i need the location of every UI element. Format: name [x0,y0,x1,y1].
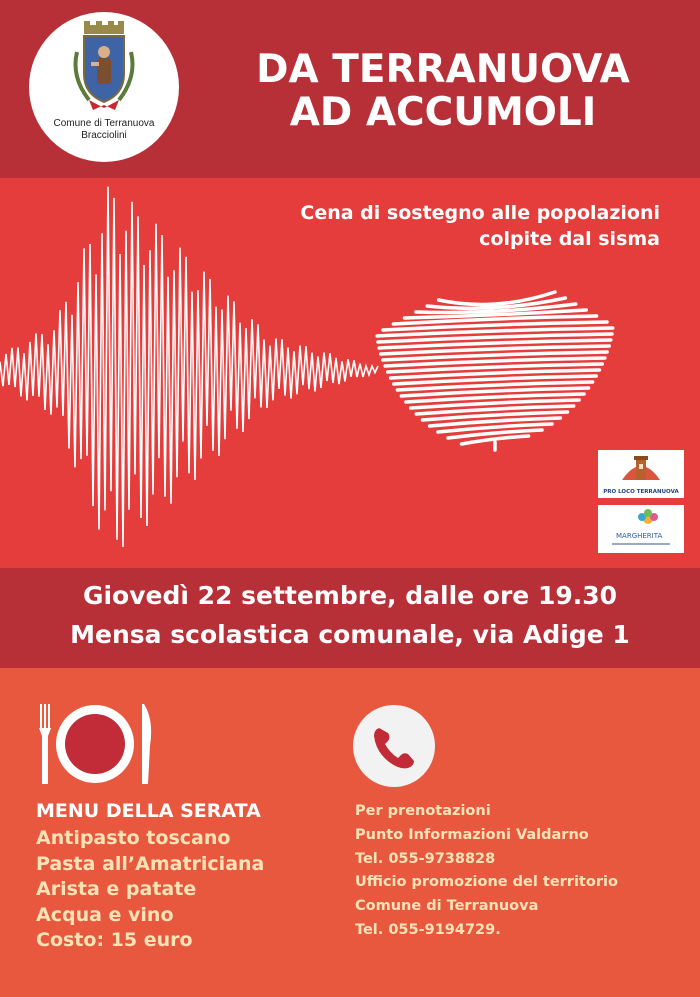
scribble-heart [377,292,613,450]
sponsor-label-margherita: MARGHERITA [616,532,663,540]
municipal-logo-text [29,118,179,142]
poster-title [196,48,690,134]
contact-line: Ufficio promozione del territorio [355,874,618,891]
poster-subtitle [200,200,660,252]
logo-text-line1: Comune di Terranuova [53,118,155,129]
menu-item: Arista e patate [36,878,197,900]
menu-item: Antipasto toscano [36,827,231,849]
sponsor-logo-margherita [598,505,684,553]
municipal-logo [29,12,179,162]
subtitle-line1: Cena di sostegno alle popolazioni [300,202,660,224]
title-line1: DA TERRANUOVA [256,47,630,92]
booking-contact [355,800,618,943]
contact-phone: Tel. 055-9738828 [355,850,496,867]
contact-line: Comune di Terranuova [355,898,539,915]
menu-list [36,826,264,954]
margherita-flower-icon [598,505,684,553]
subtitle-line2: colpite dal sisma [479,228,660,250]
contact-line: Punto Informazioni Valdarno [355,826,589,843]
sponsor-logo-proloco [598,450,684,498]
phone-icon [352,704,436,788]
sponsor-label-proloco: PRO LOCO TERRANUOVA [603,489,679,495]
event-venue: Mensa scolastica comunale, via Adige 1 [70,620,630,649]
menu-title: MENU DELLA SERATA [36,800,261,822]
contact-line: Per prenotazioni [355,803,491,819]
plate-cutlery-icon [36,700,161,790]
logo-text-line2: Bracciolini [81,130,127,141]
menu-price: Costo: 15 euro [36,929,193,951]
title-line2: AD ACCUMOLI [289,90,597,135]
menu-item: Acqua e vino [36,903,174,926]
menu-item: Pasta all’Amatriciana [36,852,265,875]
contact-phone: Tel. 055-9194729. [355,921,501,938]
event-date: Giovedì 22 settembre, dalle ore 19.30 [82,581,618,610]
